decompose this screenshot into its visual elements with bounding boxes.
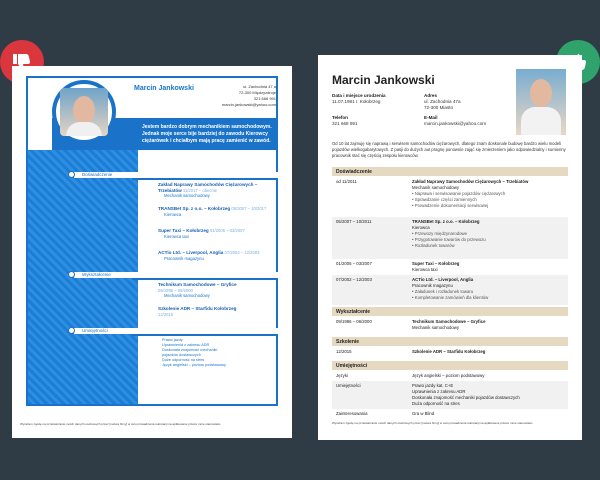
section-band-education: Wykształcenie — [332, 307, 568, 316]
skill-item: Uprawnienia z zakresu ADR — [162, 343, 210, 347]
experience-entry: ACTio Ltd. – Liverpool, Anglia 07/2002 – 12/2003 Pracownik magazynu — [158, 250, 260, 261]
candidate-name: Marcin Jankowski — [332, 73, 435, 87]
gdpr-footer: Wyrażam zgodę na przetwarzanie moich danych osobowych przez [nazwa firmy] w celu prowadzenia rekrutacji na aplikowane przeze mnie stanowisko. — [332, 421, 534, 425]
good-cv-example — [318, 55, 582, 440]
address-value: ul. Zachodnia 47a 72-300 Miasto — [424, 99, 461, 110]
training-row: 12/2015 Szkolenie ADR – Starfidu Kołobrzeg — [336, 349, 486, 354]
summary-text: Od 10 lat zajmuję się naprawą i serwisem samochodów ciężarowych, dlatego znam doskonale budowę bardzo wielu modeli pojazdów wielkogabarytowych. Z pasji do dużych aut pragnę ponownie zająć się zmierzeniem jako odpowiedzialny i sumienny pracownik stać się częścią zespołu kierowców. — [332, 141, 566, 158]
section-underline — [132, 178, 278, 180]
experience-row: od 11/2011 Zakład Naprawy Samochodów Ciężarowych – Trzebiatów Mechanik samochodowy • Naprawa i serwisowanie pojazdów ciężarowych • Sprawdzanie części zamiennych • Prowadzenie dokumentacji serwisowej — [336, 179, 529, 208]
section-band-experience: Doświadczenie — [332, 167, 568, 176]
candidate-name: Marcin Jankowski — [134, 85, 194, 92]
birth-value: 11.07.1981 r. Kołobrzeg — [332, 99, 381, 104]
section-title-education: Wykształcenie — [82, 272, 111, 277]
skills-row: Zainteresowania Gra w Blind — [336, 411, 435, 416]
section-underline — [132, 278, 278, 280]
experience-entry: Zakład Naprawy Samochodów Ciężarowych – Trzebiatów 11/2017 – obecnie Mechanik samochodowy — [158, 182, 258, 198]
section-title-experience: Doświadczenie — [82, 172, 113, 177]
profile-photo — [516, 69, 566, 135]
contact-line: ul. Zachodnia 47 a — [243, 84, 276, 89]
experience-entry: TRANSBet Sp. z o.o. – Kołobrzeg 05/2007 – 10/2017 Kierowca — [158, 206, 267, 217]
education-entry: Technikum Samochodowe – Gryfice 09/1996 – 06/2000 Mechanik samochodowy — [158, 282, 237, 298]
address-label: Adres — [424, 93, 438, 98]
email-label: E-Mail — [424, 115, 438, 120]
skill-item: pojazdów dostawczych — [162, 353, 201, 357]
education-entry: Szkolenie ADR – Starfidu Kołobrzeg 12/2015 — [158, 306, 237, 317]
section-dot — [68, 171, 75, 178]
section-dot — [68, 327, 75, 334]
profile-photo — [52, 80, 116, 144]
skill-item: Język angielski – poziom podstawowy — [162, 363, 226, 367]
education-row: 09/1996 – 06/2000 Technikum Samochodowe – Gryfice Mechanik samochodowy — [336, 319, 486, 330]
experience-entry: Super Taxi – Kołobrzeg 01/2005 – 03/2007 Kierowca taxi — [158, 228, 245, 239]
skill-item: Doskonała znajomość mechaniki — [162, 348, 218, 352]
section-title-skills: Umiejętności — [82, 328, 108, 333]
phone-label: Telefon — [332, 115, 348, 120]
experience-row: 05/2007 – 10/2011 TRANSBet Sp. z o.o. – Kołobrzeg Kierowca • Przewozy międzynarodowe • Przygotowanie towarów do przewozu • Rozładunek towarów — [332, 217, 568, 259]
skills-list — [162, 338, 226, 368]
section-band-training: Szkolenie — [332, 337, 568, 346]
section-band-skills: Umiejętności — [332, 361, 568, 370]
skill-item: Prawo jazdy — [162, 338, 183, 342]
phone-value: 321 668 991 — [332, 121, 358, 126]
skills-row: Języki Język angielski – poziom podstawowy — [336, 373, 485, 378]
contact-info — [222, 84, 276, 108]
experience-row: 07/2002 – 12/2003 ACTio Ltd. – Liverpool, Anglia Pracownik magazynu • Załadunek i rozładunek towaru • Kompletowanie zamówień dla klientów — [332, 275, 568, 305]
section-underline — [132, 334, 278, 336]
experience-row: 01/2005 – 03/2007 Super Taxi – Kołobrzeg Kierowca taxi — [336, 261, 460, 272]
gdpr-footer: Wyrażam zgodę na przetwarzanie moich danych osobowych przez [nazwa firmy] w celu prowadzenia rekrutacji na aplikowane przeze mnie stanowisko. — [20, 422, 222, 426]
bad-cv-example — [12, 66, 292, 438]
contact-line: marcin.jankowski@yahoo.com — [221, 102, 276, 107]
skills-row: Umiejętności Prawo jazdy kat. C+E Uprawnienia z zakresu ADR Doskonała znajomość mechaniki pojazdów dostawczych Duża odporność na stres — [332, 381, 568, 409]
email-value: marcin.jankowski@yahoo.com — [424, 121, 487, 126]
section-dot — [68, 271, 75, 278]
birth-label: Data i miejsce urodzenia — [332, 93, 386, 98]
contact-line: 72-300 Międzyzdroje — [238, 90, 276, 95]
skill-item: Duże odporność na stres — [162, 358, 205, 362]
summary-text: Jestem bardzo dobrym mechanikiem samochodowym. Jednak moje serce bije bardziej do zawodu Kierowcy ciężarówek i chciałbym mają pracę zamienić w zawód. — [142, 124, 272, 144]
contact-line: 321 668 991 — [253, 96, 276, 101]
